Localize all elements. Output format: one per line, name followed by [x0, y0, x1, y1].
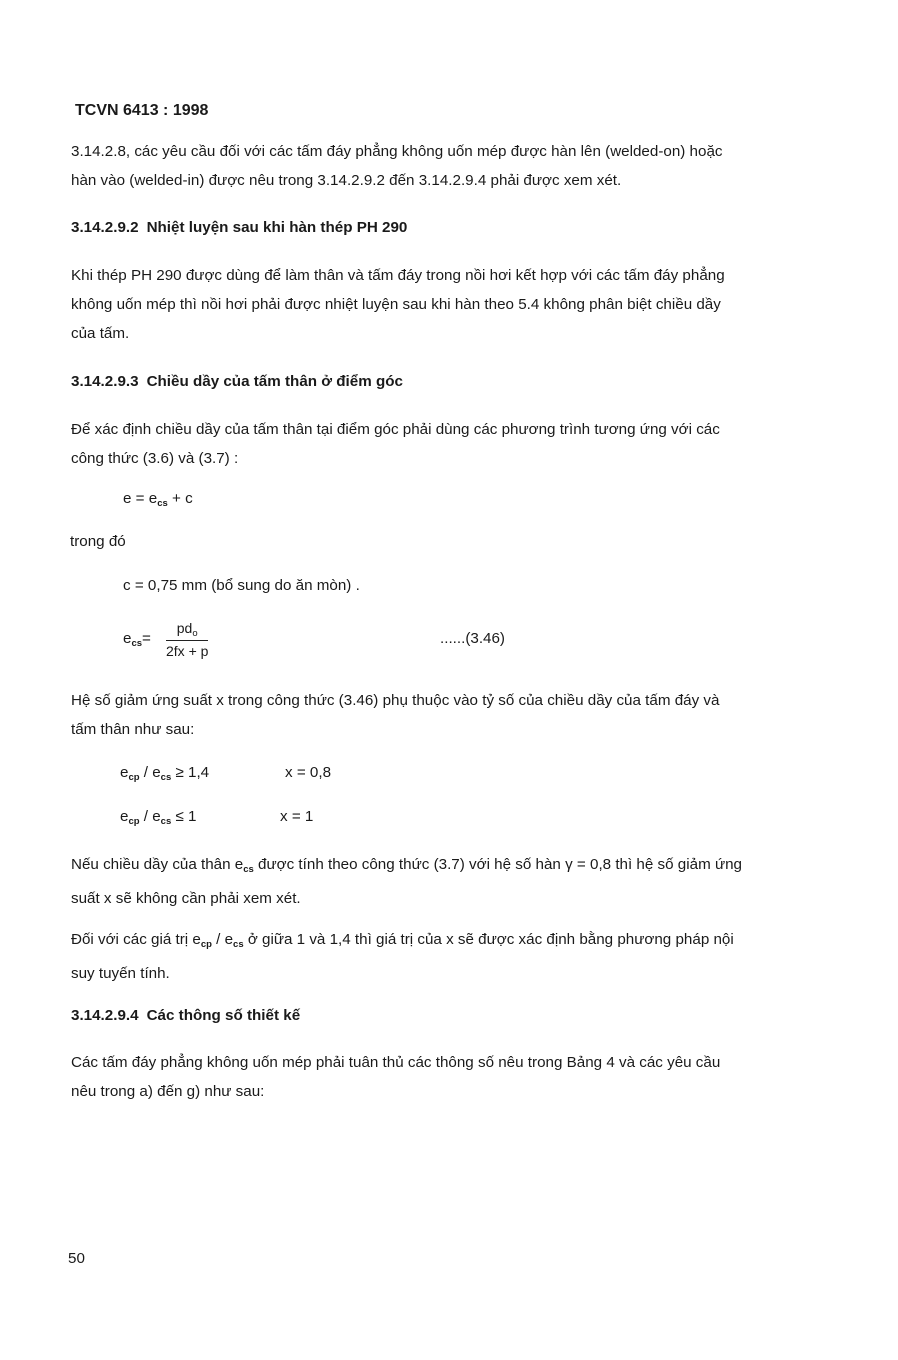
equation-reference: ......(3.46) — [440, 630, 505, 647]
condition-row-2-value: x = 1 — [280, 808, 314, 825]
section-number: 3.14.2.9.4 — [71, 1007, 139, 1024]
paragraph-line: Các tấm đáy phẳng không uốn mép phải tuân thủ các thông số nêu trong Bảng 4 và các yêu cầu — [71, 1054, 721, 1071]
equation-ecs: $e_{cs}=$ — [123, 630, 151, 649]
paragraph-line: suy tuyến tính. — [71, 965, 170, 982]
section-heading-9-3 — [71, 373, 403, 390]
paragraph-line: tấm thân như sau: — [71, 721, 195, 738]
condition-row-2: $e_{cp} / e_{cs} \le 1$ — [120, 808, 197, 827]
intro-line-2: hàn vào (welded-in) được nêu trong 3.14.2.9.2 đến 3.14.2.9.4 phải được xem xét. — [71, 172, 622, 189]
paragraph-line: suất x sẽ không cần phải xem xét. — [71, 890, 301, 907]
section-number: 3.14.2.9.2 — [71, 219, 139, 236]
section-heading-9-4 — [71, 1007, 300, 1024]
paragraph-line: của tấm. — [71, 325, 130, 342]
section-9-4-paragraph — [71, 1048, 816, 1106]
section-title: Các thông số thiết kế — [146, 1007, 301, 1024]
equation-e: $e = e_{cs} + c$ — [123, 490, 193, 509]
fraction-denominator: 2fx + p — [166, 643, 209, 659]
section-number: 3.14.2.9.3 — [71, 373, 139, 390]
weld-factor-paragraph — [71, 850, 816, 913]
paragraph-line: nêu trong a) đến g) như sau: — [71, 1083, 265, 1100]
paragraph-line: Khi thép PH 290 được dùng để làm thân và tấm đáy trong nồi hơi kết hợp với các tấm đáy phẳng — [71, 267, 725, 284]
reduction-factor-paragraph — [71, 686, 816, 744]
standard-header: TCVN 6413 : 1998 — [75, 102, 209, 119]
intro-line-1: 3.14.2.8, các yêu cầu đối với các tấm đáy phẳng không uốn mép được hàn lên (welded-on) hoặc — [71, 143, 723, 160]
where-label: trong đó — [70, 533, 126, 550]
interpolation-paragraph — [71, 925, 816, 988]
section-9-3-paragraph — [71, 415, 816, 473]
paragraph-line: công thức (3.6) và (3.7) : — [71, 450, 239, 467]
section-title: Chiều dầy của tấm thân ở điểm góc — [146, 373, 403, 390]
condition-row-1-value: x = 0,8 — [285, 764, 332, 781]
paragraph-line: không uốn mép thì nồi hơi phải được nhiệt luyện sau khi hàn theo 5.4 không phân biệt chiều dầy — [71, 296, 721, 313]
fraction — [166, 620, 208, 659]
c-definition: c = 0,75 mm (bổ sung do ăn mòn) . — [123, 577, 360, 594]
section-9-2-paragraph — [71, 261, 816, 348]
paragraph-line: Nếu chiều dầy của thân $e_{cs}$ được tính theo công thức (3.7) với hệ số hàn γ = 0,8 thì hệ số giảm ứng — [71, 856, 743, 875]
paragraph-line: Đối với các giá trị $e_{cp} / e_{cs}$ ở giữa 1 và 1,4 thì giá trị của x sẽ được xác định bằng phương pháp nội — [71, 931, 734, 950]
fraction-numerator: $pd_o$ — [166, 620, 208, 641]
paragraph-line: Hệ số giảm ứng suất x trong công thức (3.46) phụ thuộc vào tỷ số của chiều dầy của tấm đáy và — [71, 692, 720, 709]
intro-paragraph — [71, 137, 816, 195]
paragraph-line: Để xác định chiều dầy của tấm thân tại điểm góc phải dùng các phương trình tương ứng với các — [71, 421, 720, 438]
condition-row-1: $e_{cp} / e_{cs} \ge 1,4$ — [120, 764, 210, 783]
section-title: Nhiệt luyện sau khi hàn thép PH 290 — [146, 219, 408, 236]
section-heading-9-2 — [71, 219, 407, 236]
page-number: 50 — [68, 1250, 85, 1267]
